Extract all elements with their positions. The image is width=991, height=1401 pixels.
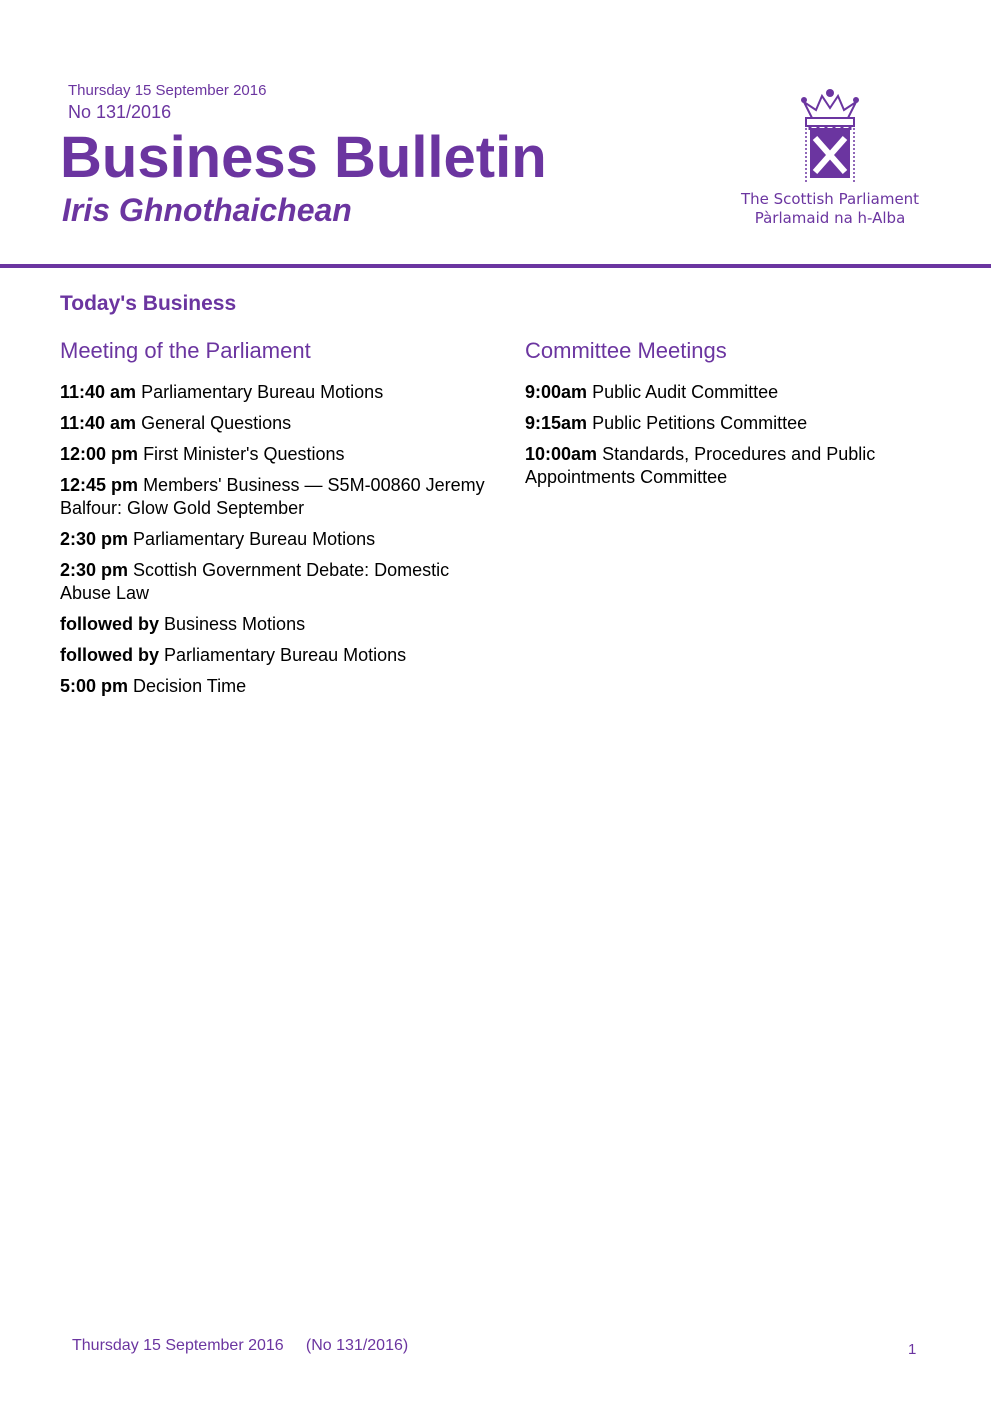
page-number: 1 [908, 1341, 917, 1358]
page-subtitle: Iris Ghnothaichean [62, 192, 352, 228]
agenda-text: Scottish Government Debate: Domestic Abuse Law [60, 560, 450, 603]
bulletin-date: Thursday 15 September 2016 [68, 82, 267, 99]
committee-time: 9:15am [525, 413, 588, 433]
agenda-time: 2:30 pm [60, 560, 129, 580]
agenda-time: 12:45 pm [60, 475, 139, 495]
agenda-time: 2:30 pm [60, 529, 129, 549]
agenda-item [60, 474, 490, 520]
agenda-item [60, 613, 490, 636]
page-footer: Thursday 15 September 2016 (No 131/2016) [72, 1337, 409, 1354]
agenda-time: 11:40 am [60, 413, 137, 433]
agenda-time: 5:00 pm [60, 676, 129, 696]
agenda-item [60, 528, 490, 551]
agenda-time: 12:00 pm [60, 444, 139, 464]
logo-text-gaelic: Pàrlamaid na h-Alba [754, 209, 906, 227]
committee-text: Public Petitions Committee [592, 413, 808, 433]
agenda-text: Business Motions [164, 614, 306, 634]
agenda-text: Members' Business — S5M-00860 Jeremy Balfour: Glow Gold September [60, 475, 485, 518]
committee-item [525, 381, 945, 404]
agenda-item [60, 381, 490, 404]
agenda-text: Parliamentary Bureau Motions [133, 529, 376, 549]
agenda-text: First Minister's Questions [143, 444, 345, 464]
committee-item [525, 412, 945, 435]
committee-item [525, 443, 945, 489]
committee-column [525, 338, 945, 497]
agenda-time: followed by [60, 645, 159, 665]
crown-shield-icon [798, 88, 862, 186]
agenda-time: 11:40 am [60, 382, 137, 402]
bulletin-number: No 131/2016 [68, 102, 172, 122]
section-title: Today's Business [60, 292, 237, 315]
agenda-item [60, 412, 490, 435]
agenda-item [60, 644, 490, 667]
committee-time: 9:00am [525, 382, 588, 402]
agenda-text: Decision Time [133, 676, 247, 696]
committee-text: Public Audit Committee [592, 382, 779, 402]
agenda-item [60, 675, 490, 698]
agenda-item [60, 559, 490, 605]
meeting-column [60, 338, 490, 706]
agenda-text: General Questions [141, 413, 292, 433]
agenda-item [60, 443, 490, 466]
scottish-parliament-logo [730, 88, 930, 238]
agenda-text: Parliamentary Bureau Motions [141, 382, 384, 402]
agenda-text: Parliamentary Bureau Motions [164, 645, 407, 665]
committee-time: 10:00am [525, 444, 598, 464]
committee-text: Standards, Procedures and Public Appointments Committee [525, 444, 876, 487]
page-title: Business Bulletin [60, 125, 547, 190]
committee-heading: Committee Meetings [525, 338, 727, 363]
logo-text-english: The Scottish Parliament [740, 190, 920, 208]
meeting-heading: Meeting of the Parliament [60, 338, 311, 363]
agenda-time: followed by [60, 614, 159, 634]
header-divider [0, 264, 991, 268]
